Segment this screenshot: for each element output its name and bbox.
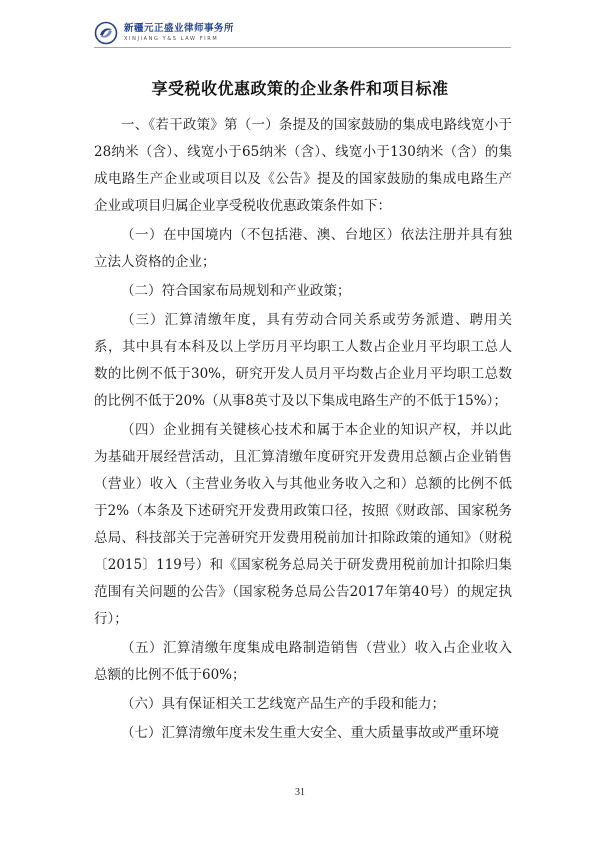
document-body [94,112,512,749]
paragraph: （五）汇算清缴年度集成电路制造销售（营业）收入占企业收入总额的比例不低于60%； [94,640,512,683]
firm-name-english: XINJIANG Y&S LAW FIRM [124,35,219,42]
paragraph: （三）汇算清缴年度，具有劳动合同关系或劳务派遣、聘用关系，其中具有本科及以上学历月平均职工人数占企业月平均职工总人数的比例不低于30%，研究开发人员月平均数占企业月平均职工总数的比例不低于20%（从事8英寸及以下集成电路生产的不低于15%）； [94,312,512,409]
page-number: 31 [295,787,305,798]
paragraph: 一、《若干政策》第（一）条提及的国家鼓励的集成电路线宽小于28纳米（含）、线宽小于65纳米（含）、线宽小于130纳米（含）的集成电路生产企业或项目以及《公告》提及的国家鼓励的集成电路生产企业或项目归属企业享受税收优惠政策条件如下： [94,117,512,214]
document-title: 享受税收优惠政策的企业条件和项目标准 [151,79,449,98]
firm-name-block [124,24,234,42]
paragraph: （六）具有保证相关工艺线宽产品生产的手段和能力； [121,696,445,712]
paragraph: （四）企业拥有关键核心技术和属于本企业的知识产权，并以此为基础开展经营活动，且汇算清缴年度研究开发费用总额占企业销售（营业）收入（主营业务收入与其他业务收入之和）总额的比例不低于2%（本条及下述研究开发费用政策口径，按照《财政部、国家税务总局、科技部关于完善研究开发费用税前加计扣除政策的通知》（财税〔2015〕119号）和《国家税务总局关于研发费用税前加计扣除归集范围有关问题的公告》（国家税务总局公告2017年第40号）的规定执行）； [94,422,512,627]
firm-logo-icon [94,21,118,45]
paragraph: （七）汇算清缴年度未发生重大安全、重大质量事故或严重环境 [121,725,499,741]
firm-name: 新疆元正盛业律师事务所 [124,23,235,35]
paragraph: （一）在中国境内（不包括港、澳、台地区）依法注册并具有独立法人资格的企业； [94,227,512,270]
paragraph: （二）符合国家布局规划和产业政策； [121,283,351,299]
page-header [94,18,234,48]
header-divider [94,47,511,48]
